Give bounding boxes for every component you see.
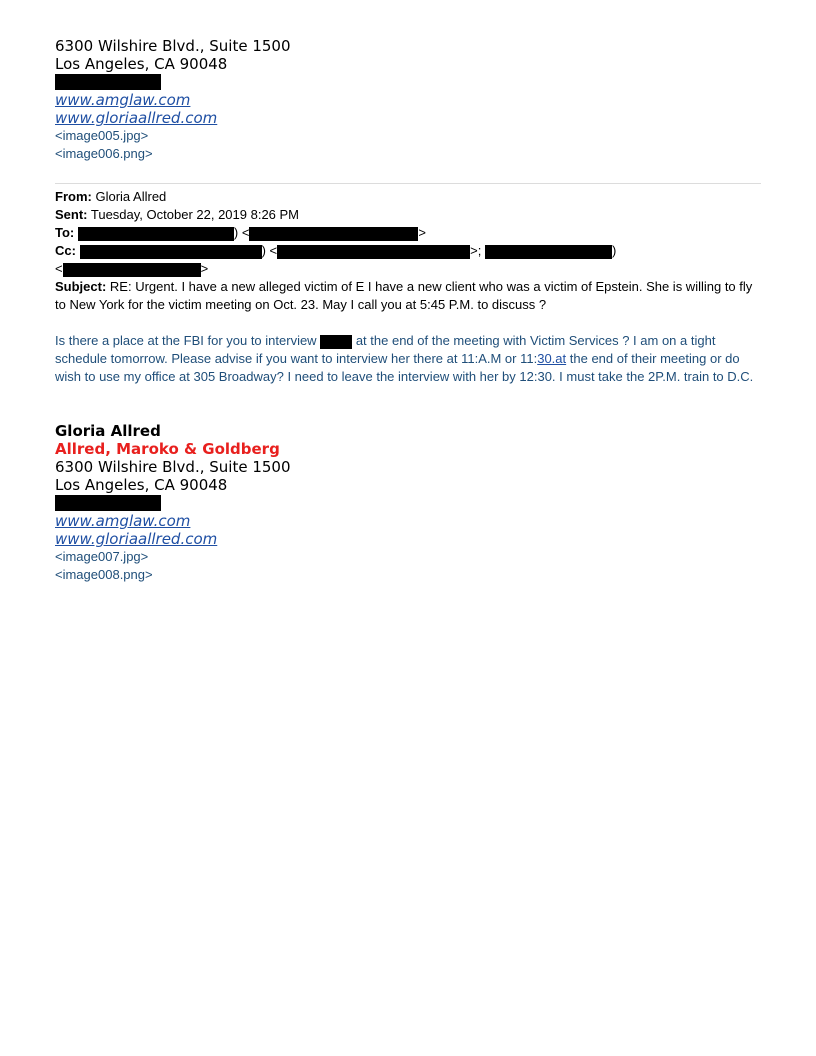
redaction-phone <box>55 495 161 511</box>
from-value: Gloria Allred <box>95 189 167 204</box>
address-line-1: 6300 Wilshire Blvd., Suite 1500 <box>55 458 291 476</box>
email-header <box>55 188 761 314</box>
redaction-victim-name <box>320 335 352 349</box>
body-text-part-3: the end of their meeting or do wish to use my office at 305 Broadway? I need to leave the interview with her by 12:30. I must take the 2P.M. train to D.C. <box>55 351 754 384</box>
sent-label: Sent: <box>55 207 88 222</box>
email-document <box>55 37 761 584</box>
cc-row-continued: < > <box>55 261 209 276</box>
redaction-to-email <box>249 227 418 241</box>
redaction-phone <box>55 74 161 90</box>
subject-label: Subject: <box>55 279 107 294</box>
address-line-2: Los Angeles, CA 90048 <box>55 55 228 73</box>
from-label: From: <box>55 189 92 204</box>
body-text-part-2: at the end of the meeting with Victim Services ? I am on a tight schedule tomorrow. Please advise if you want to interview her there at 11:A.M or 11: <box>55 333 716 366</box>
redaction-to-name <box>78 227 234 241</box>
signature-firm: Allred, Maroko & Goldberg <box>55 440 280 458</box>
redaction-cc-email <box>277 245 470 259</box>
attachment-image007[interactable]: <image007.jpg> <box>55 549 149 564</box>
address-line-1: 6300 Wilshire Blvd., Suite 1500 <box>55 37 291 55</box>
sent-value: Tuesday, October 22, 2019 8:26 PM <box>90 207 300 222</box>
amglaw-link[interactable]: www.amglaw.com <box>55 91 191 109</box>
attachment-image008[interactable]: <image008.png> <box>55 567 153 582</box>
email-body <box>55 332 761 386</box>
gloriaallred-link[interactable]: www.gloriaallred.com <box>55 530 218 548</box>
signature-block-top <box>55 37 761 163</box>
from-row <box>55 188 761 206</box>
gloriaallred-link[interactable]: www.gloriaallred.com <box>55 109 218 127</box>
redaction-cc-name <box>80 245 262 259</box>
sent-row <box>55 206 761 224</box>
to-row: To: ) < > <box>55 225 427 240</box>
subject-value: RE: Urgent. I have a new alleged victim of E I have a new client who was a victim of Epstein. She is willing to fly to New York for the victim meeting on Oct. 23. May I call you at 5:45 P.M. to discuss ? <box>55 279 753 312</box>
address-line-2: Los Angeles, CA 90048 <box>55 476 228 494</box>
cc-row: Cc: ) < >; ) <box>55 243 617 258</box>
body-inline-link[interactable]: 30.at <box>537 351 567 366</box>
signature-block-bottom <box>55 422 761 584</box>
header-divider <box>55 183 761 184</box>
attachment-image006[interactable]: <image006.png> <box>55 146 153 161</box>
attachment-image005[interactable]: <image005.jpg> <box>55 128 149 143</box>
redaction-cc-email-2 <box>63 263 201 277</box>
to-label: To: <box>55 225 75 240</box>
amglaw-link[interactable]: www.amglaw.com <box>55 512 191 530</box>
redaction-cc-name-2 <box>485 245 612 259</box>
subject-row <box>55 278 761 314</box>
signature-name: Gloria Allred <box>55 422 161 440</box>
cc-label: Cc: <box>55 243 76 258</box>
body-text-part-1: Is there a place at the FBI for you to interview <box>55 333 317 348</box>
